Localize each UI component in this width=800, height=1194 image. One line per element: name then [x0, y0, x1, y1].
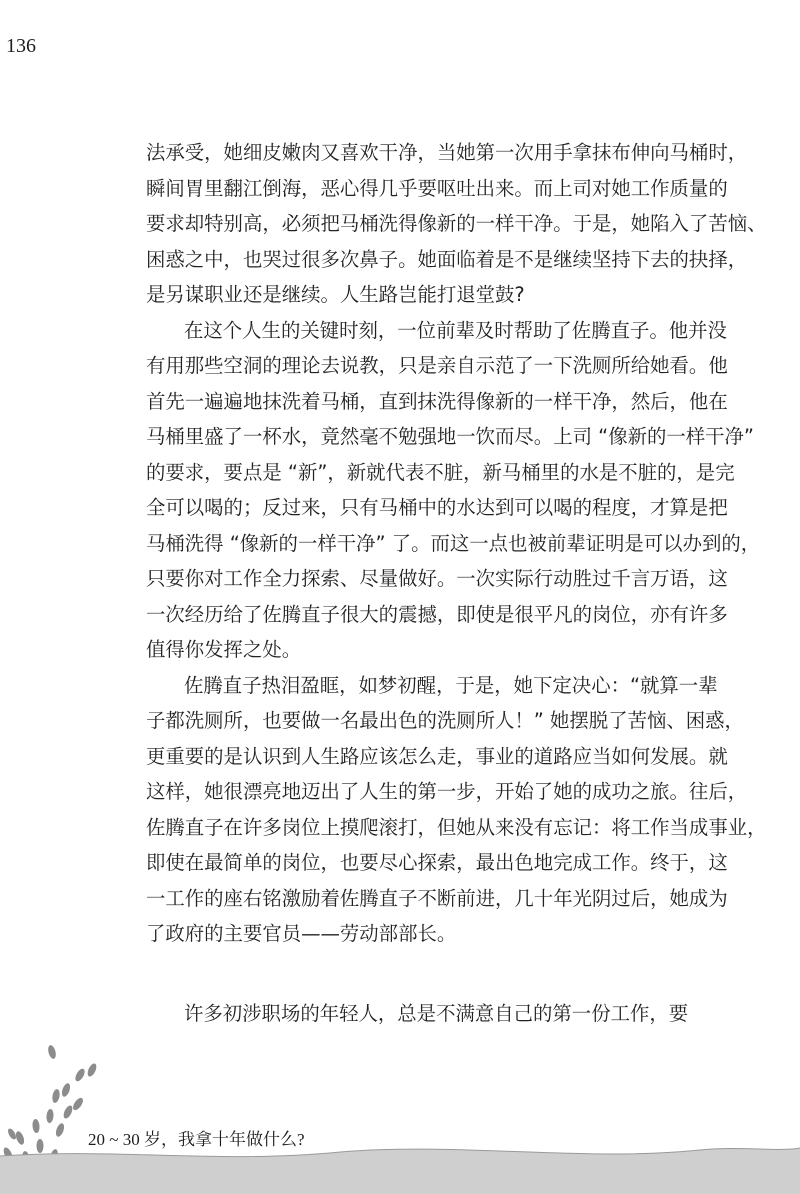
text-line: 有用那些空洞的理论去说教，只是亲自示范了一下洗厕所给她看。他: [146, 354, 728, 377]
text-line: 一工作的座右铭激励着佐腾直子不断前进，几十年光阴过后，她成为: [146, 886, 728, 910]
page-number: 136: [6, 35, 36, 57]
text-line: 的要求，要点是 “新”，新就代表不脏，新马桶里的水是不脏的，是完: [146, 460, 735, 484]
text-line: 困惑之中，也哭过很多次鼻子。她面临着是不是继续坚持下去的抉择，: [146, 247, 748, 271]
text-line: 法承受，她细皮嫩肉又喜欢干净，当她第一次用手拿抹布伸向马桶时，: [146, 141, 748, 164]
paragraph-start-line: 在这个人生的关键时刻，一位前辈及时帮助了佐腾直子。他并没: [184, 318, 727, 342]
text-line: 瞬间胃里翻江倒海，恶心得几乎要呕吐出来。而上司对她工作质量的: [146, 176, 728, 200]
text-line: 佐腾直子在许多岗位上摸爬滚打，但她从来没有忘记：将工作当成事业，: [146, 815, 767, 839]
book-title: 20 ~ 30 岁，我拿十年做什么?: [88, 1130, 305, 1149]
text-line: 这样，她很漂亮地迈出了人生的第一步，开始了她的成功之旅。往后，: [146, 780, 748, 803]
text-line: 一次经历给了佐腾直子很大的震撼，即使是很平凡的岗位，亦有许多: [146, 602, 728, 626]
text-line: 子都洗厕所，也要做一名最出色的洗厕所人！” 她摆脱了苦恼、困惑，: [146, 709, 744, 732]
body-text: [146, 135, 767, 1031]
text-line: 首先一遍遍地抹洗着马桶，直到抹洗得像新的一样干净，然后，他在: [146, 389, 728, 413]
text-line: 马桶洗得 “像新的一样干净” 了。而这一点也被前辈证明是可以办到的，: [146, 531, 761, 555]
text-line: 马桶里盛了一杯水，竟然毫不勉强地一饮而尽。上司 “像新的一样干净”: [146, 425, 754, 448]
text-line: 是另谋职业还是继续。人生路岂能打退堂鼓?: [146, 283, 525, 306]
text-line: 要求却特别高，必须把马桶洗得像新的一样干净。于是，她陷入了苦恼、: [146, 212, 767, 235]
paragraph-start-line: 佐腾直子热泪盈眶，如梦初醒，于是，她下定决心：“就算一辈: [184, 673, 718, 697]
text-line: 只要你对工作全力探索、尽量做好。一次实际行动胜过千言万语，这: [146, 567, 728, 590]
paragraph-start-line: 许多初涉职场的年轻人，总是不满意自己的第一份工作，要: [184, 1001, 689, 1025]
text-line: 即使在最简单的岗位，也要尽心探索，最出色地完成工作。终于，这: [146, 851, 728, 874]
text-line: 值得你发挥之处。: [146, 638, 302, 661]
text-line: 了政府的主要官员——劳动部部长。: [146, 922, 457, 945]
text-line: 更重要的是认识到人生路应该怎么走，事业的道路应当如何发展。就: [146, 744, 728, 768]
text-line: 全可以喝的；反过来，只有马桶中的水达到可以喝的程度，才算是把: [146, 496, 728, 519]
